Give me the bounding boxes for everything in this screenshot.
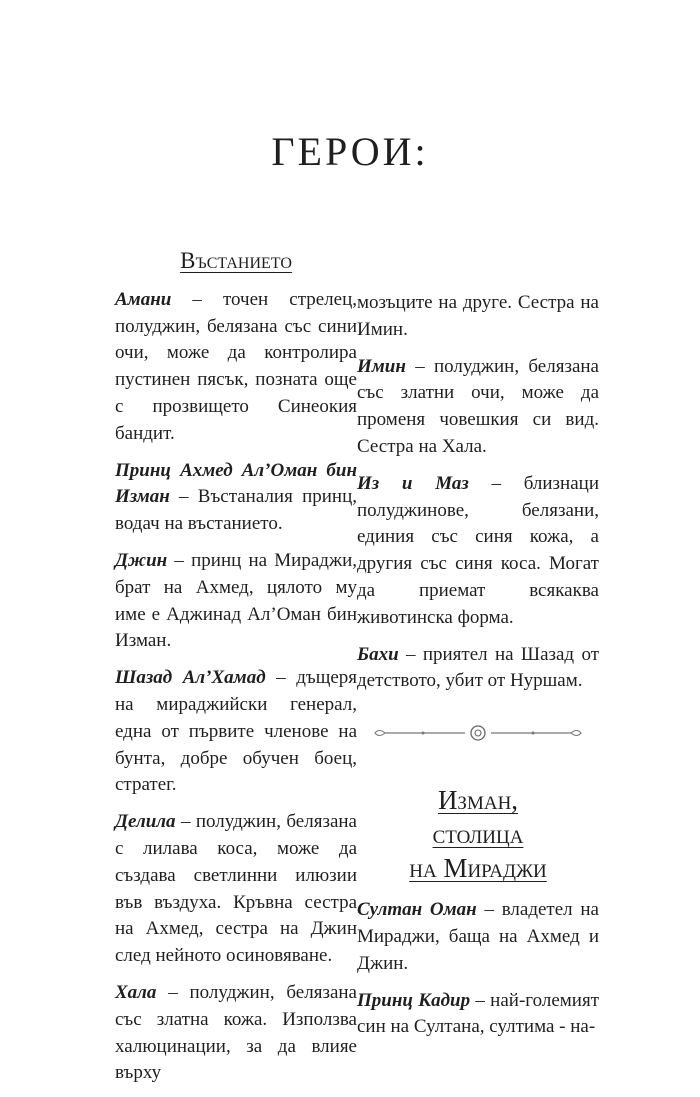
- character-entry: [115, 665, 357, 799]
- character-entry: [357, 988, 599, 1042]
- character-description: – полуджин, белязана със златна кожа. Използва халюцинации, за да влияе върху: [115, 981, 357, 1084]
- character-name: Принц Ахмед Ал’Оман бин Изман: [115, 459, 357, 508]
- character-entry: [115, 458, 357, 538]
- character-description: – принц на Мираджи, брат на Ахмед, цялото му име е Аджинад Ал’Оман бин Изман.: [115, 549, 357, 652]
- character-name: Султан Оман: [357, 899, 477, 921]
- section-title-izman: [357, 783, 599, 885]
- character-name: Хала: [115, 981, 157, 1003]
- character-entry: [357, 642, 599, 696]
- section-title-line: столица: [432, 819, 524, 850]
- character-entry: [115, 287, 357, 448]
- character-name: Шазад Ал’Хамад: [115, 667, 266, 689]
- right-column: [357, 290, 599, 1051]
- left-column: [115, 248, 357, 1097]
- character-name: Делила: [115, 811, 176, 833]
- character-entry: [115, 548, 357, 655]
- entry-continuation: мозъците на друге. Сестра на Имин.: [357, 292, 599, 340]
- character-description: – владетел на Мираджи, баща на Ахмед и Джин.: [357, 899, 599, 974]
- character-description: – полуджин, белязана със златни очи, може да променя човешкия си вид. Сестра на Хала.: [357, 355, 599, 457]
- page-title: ГЕРОИ:: [271, 129, 429, 174]
- character-entry: [357, 354, 599, 461]
- ornament-divider-icon: [373, 721, 583, 745]
- character-description: – полуджин, белязана с лилава коса, може да създава светлинни илюзии във въздуха. Кръвна сестра на Ахмед, сестра на Джин след нейното осиновяване.: [115, 811, 357, 967]
- character-name: Из и Маз: [357, 472, 469, 494]
- character-name: Амани: [115, 288, 172, 310]
- character-name: Принц Кадир: [357, 989, 471, 1011]
- character-description: – близнаци полуджинове, белязани, единия със синя кожа, а другия със синя коса. Могат да приемат всякаква животинска форма.: [357, 472, 599, 628]
- character-description: – най-големият син на Султана, султима - на-: [357, 989, 599, 1038]
- section-title-uprising: Въстанието: [180, 248, 292, 273]
- character-name: Имин: [357, 355, 406, 377]
- character-name: Бахи: [357, 643, 399, 665]
- character-name: Джин: [115, 549, 168, 571]
- section-title-line: Изман,: [437, 785, 519, 816]
- character-description: – приятел на Шазад от детството, убит от Нуршам.: [357, 643, 599, 692]
- character-description: – точен стрелец, полуджин, белязана със сини очи, може да контролира пустинен пясък, позната още с прозвището Синеокия бандит.: [115, 288, 357, 444]
- character-entry: [115, 980, 357, 1087]
- character-entry: [115, 809, 357, 970]
- character-description: – Въстаналия принц, водач на въстанието.: [115, 486, 357, 535]
- character-entry: [357, 897, 599, 977]
- character-entry: [357, 471, 599, 632]
- character-description: – дъщеря на мираджийски генерал, една от първите членове на бунта, добре обучен боец, стратег.: [115, 667, 357, 796]
- section-title-line: на Мираджи: [409, 853, 547, 884]
